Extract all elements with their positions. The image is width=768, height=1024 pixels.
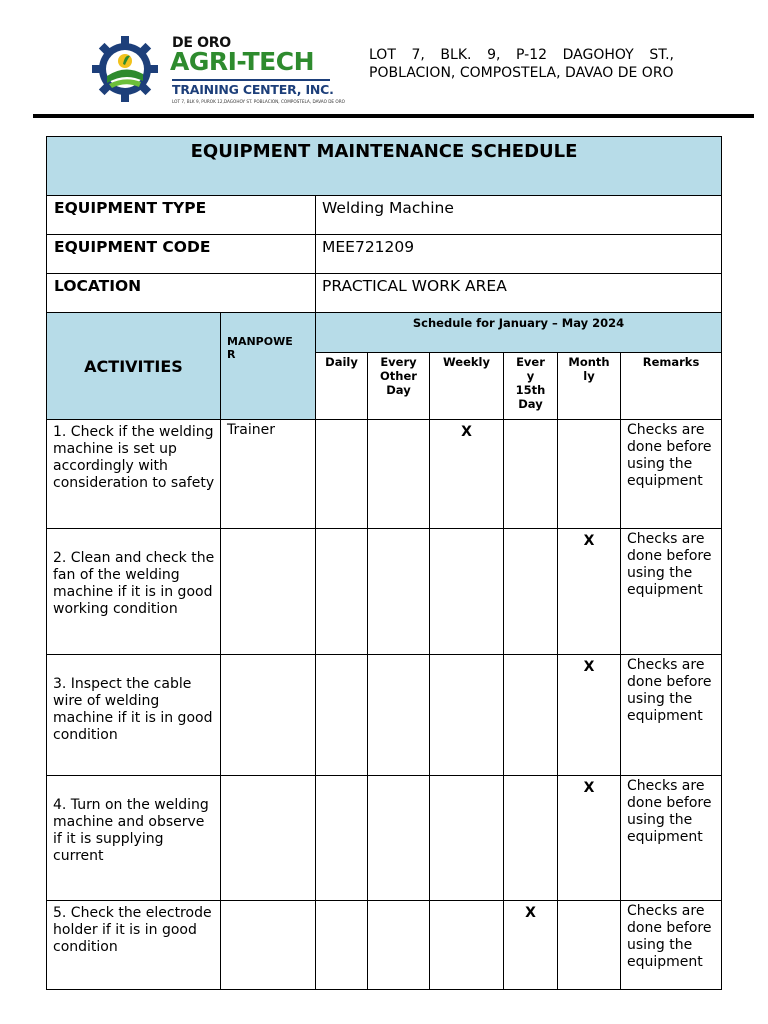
field-row	[47, 235, 722, 274]
column-header-monthly: Month ly	[558, 353, 621, 420]
remarks-cell: Checks are done before using the equipment	[621, 776, 722, 901]
header-divider	[33, 114, 754, 118]
logo-divider	[172, 79, 330, 81]
column-header-every-other-day: Every Other Day	[368, 353, 430, 420]
mark-daily	[316, 776, 368, 901]
mark-every-15th-day	[504, 529, 558, 655]
mark-weekly: X	[430, 420, 504, 529]
mark-every-other-day	[368, 529, 430, 655]
activity-cell: 5. Check the electrode holder if it is in good condition	[47, 901, 221, 990]
mark-daily	[316, 655, 368, 776]
mark-daily	[316, 529, 368, 655]
field-row	[47, 196, 722, 235]
field-label: EQUIPMENT TYPE	[47, 196, 316, 235]
activity-cell: 1. Check if the welding machine is set up accordingly with consideration to safety	[47, 420, 221, 529]
activity-cell: 4. Turn on the welding machine and observe if it is supplying current	[47, 776, 221, 901]
column-header-weekly: Weekly	[430, 353, 504, 420]
manpower-cell	[221, 655, 316, 776]
mark-weekly	[430, 655, 504, 776]
manpower-cell	[221, 776, 316, 901]
table-row	[47, 529, 722, 655]
column-header-daily: Daily	[316, 353, 368, 420]
manpower-header: MANPOWE R	[221, 313, 316, 420]
field-label: EQUIPMENT CODE	[47, 235, 316, 274]
remarks-cell: Checks are done before using the equipment	[621, 901, 722, 990]
field-value: Welding Machine	[316, 196, 722, 235]
document-title: EQUIPMENT MAINTENANCE SCHEDULE	[47, 137, 722, 196]
column-header-every-15th-day: Ever y 15th Day	[504, 353, 558, 420]
mark-weekly	[430, 776, 504, 901]
mark-weekly	[430, 529, 504, 655]
logo-wordmark	[170, 32, 345, 106]
logo-line-address: LOT 7, BLK 9, PUROK 12,DAGOHOY ST. POBLACION, COMPOSTELA, DAVAO DE ORO	[172, 99, 345, 104]
activities-header: ACTIVITIES	[47, 313, 221, 420]
remarks-cell: Checks are done before using the equipment	[621, 655, 722, 776]
mark-monthly	[558, 901, 621, 990]
activity-cell: 3. Inspect the cable wire of welding machine if it is in good condition	[47, 655, 221, 776]
table-row	[47, 420, 722, 529]
gear-logo-icon	[90, 34, 160, 104]
mark-every-other-day	[368, 776, 430, 901]
field-label: LOCATION	[47, 274, 316, 313]
field-value: MEE721209	[316, 235, 722, 274]
mark-monthly	[558, 420, 621, 529]
logo-line-de-oro: DE ORO	[172, 35, 231, 51]
activity-cell: 2. Clean and check the fan of the welding machine if it is in good working condition	[47, 529, 221, 655]
remarks-cell: Checks are done before using the equipment	[621, 420, 722, 529]
manpower-cell: Trainer	[221, 420, 316, 529]
maintenance-schedule-table	[46, 136, 722, 990]
manpower-cell	[221, 901, 316, 990]
logo-line-agri-tech: AGRI-TECH	[170, 47, 315, 76]
schedule-period-header: Schedule for January – May 2024	[316, 313, 722, 353]
mark-every-15th-day	[504, 655, 558, 776]
document-header	[0, 0, 768, 120]
mark-every-other-day	[368, 901, 430, 990]
mark-daily	[316, 420, 368, 529]
mark-monthly: X	[558, 776, 621, 901]
column-header-remarks: Remarks	[621, 353, 722, 420]
table-row	[47, 901, 722, 990]
company-address: LOT 7, BLK. 9, P-12 DAGOHOY ST., POBLACION, COMPOSTELA, DAVAO DE ORO	[369, 47, 674, 81]
table-row	[47, 655, 722, 776]
mark-every-other-day	[368, 655, 430, 776]
mark-weekly	[430, 901, 504, 990]
mark-every-15th-day	[504, 776, 558, 901]
mark-every-15th-day	[504, 420, 558, 529]
mark-monthly: X	[558, 655, 621, 776]
remarks-cell: Checks are done before using the equipment	[621, 529, 722, 655]
company-logo	[90, 32, 345, 106]
mark-every-other-day	[368, 420, 430, 529]
field-value: PRACTICAL WORK AREA	[316, 274, 722, 313]
field-row	[47, 274, 722, 313]
logo-line-training-center: TRAINING CENTER, INC.	[172, 82, 334, 97]
mark-monthly: X	[558, 529, 621, 655]
table-row	[47, 776, 722, 901]
mark-every-15th-day: X	[504, 901, 558, 990]
manpower-cell	[221, 529, 316, 655]
mark-daily	[316, 901, 368, 990]
